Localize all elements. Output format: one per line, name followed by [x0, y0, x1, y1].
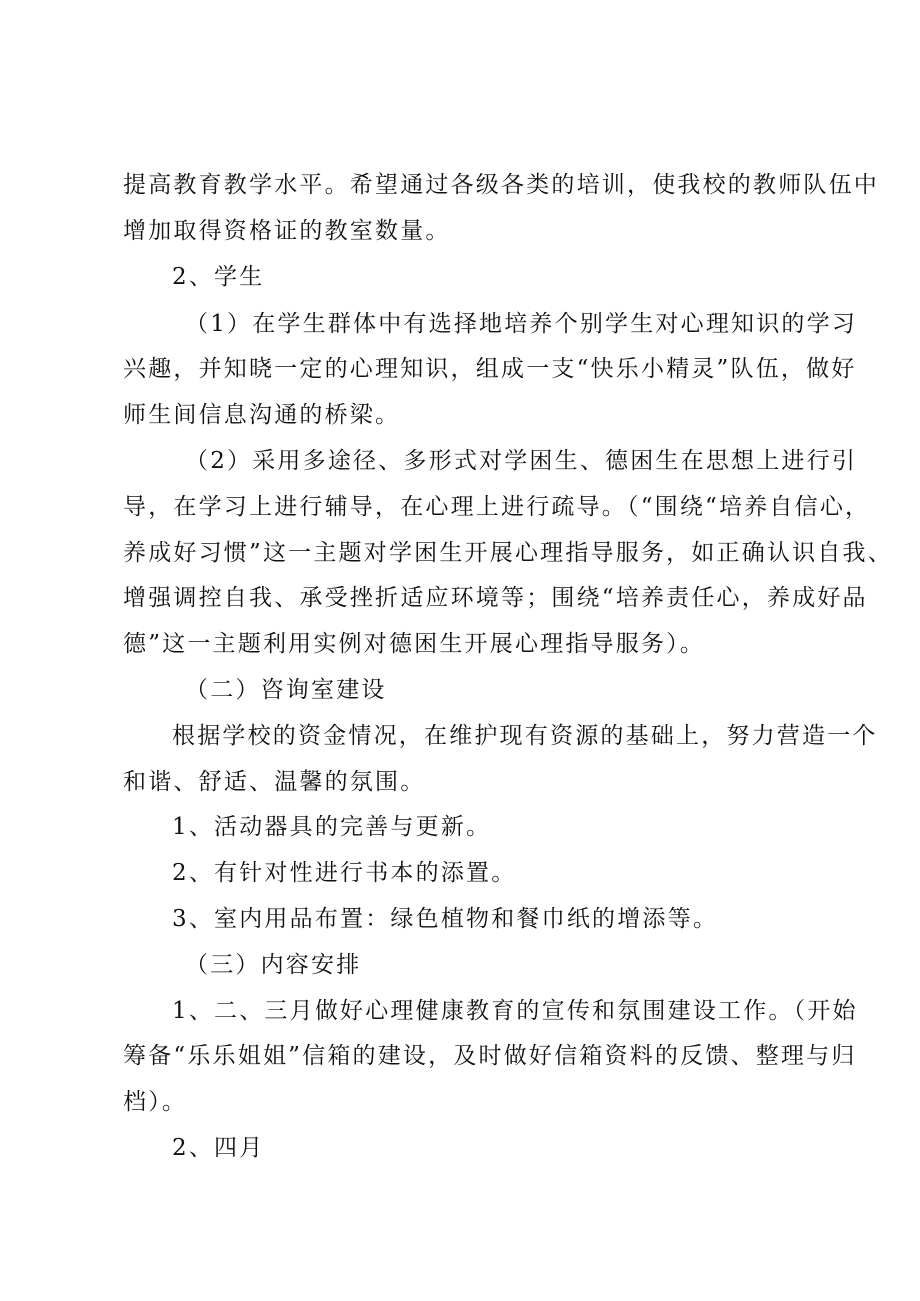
section-heading: （三）内容安排 — [185, 952, 362, 978]
list-item: 2、四月 — [172, 1135, 265, 1161]
paragraph-line: （2）采用多途径、多形式对学困生、德困生在思想上进行引 — [185, 448, 858, 474]
list-item: 1、二、三月做好心理健康教育的宣传和氛围建设工作。（开始 — [172, 998, 858, 1024]
paragraph-line: 兴趣，并知晓一定的心理知识，组成一支“快乐小精灵”队伍，做好 — [123, 356, 857, 382]
paragraph-line: （1）在学生群体中有选择地培养个别学生对心理知识的学习 — [185, 311, 858, 337]
section-heading: （二）咨询室建设 — [185, 677, 387, 703]
paragraph-line: 增强调控自我、承受挫折适应环境等；围绕“培养责任心，养成好品 — [123, 585, 868, 611]
list-item: 1、活动器具的完善与更新。 — [172, 814, 492, 840]
paragraph-line: 和谐、舒适、温馨的氛围。 — [123, 769, 426, 795]
paragraph-line: 根据学校的资金情况，在维护现有资源的基础上，努力营造一个 — [172, 723, 878, 749]
list-item: 3、室内用品布置：绿色植物和餐巾纸的增添等。 — [172, 906, 719, 932]
paragraph-line: 德”这一主题利用实例对德困生开展心理指导服务）。 — [123, 631, 706, 657]
paragraph-line: 档）。 — [123, 1089, 188, 1115]
list-item: 2、有针对性进行书本的添置。 — [172, 860, 517, 886]
paragraph-line: 师生间信息沟通的桥梁。 — [123, 402, 401, 428]
paragraph-line: 提高教育教学水平。希望通过各级各类的培训，使我校的教师队伍中 — [123, 172, 879, 198]
paragraph-line: 增加取得资格证的教室数量。 — [123, 218, 451, 244]
paragraph-line: 养成好习惯”这一主题对学困生开展心理指导服务，如正确认识自我、 — [123, 540, 893, 566]
paragraph-line: 筹备“乐乐姐姐”信箱的建设，及时做好信箱资料的反馈、整理与归 — [123, 1043, 857, 1069]
section-heading: 2、学生 — [172, 264, 265, 290]
paragraph-line: 导，在学习上进行辅导，在心理上进行疏导。（“围绕“培养自信心， — [123, 494, 871, 520]
